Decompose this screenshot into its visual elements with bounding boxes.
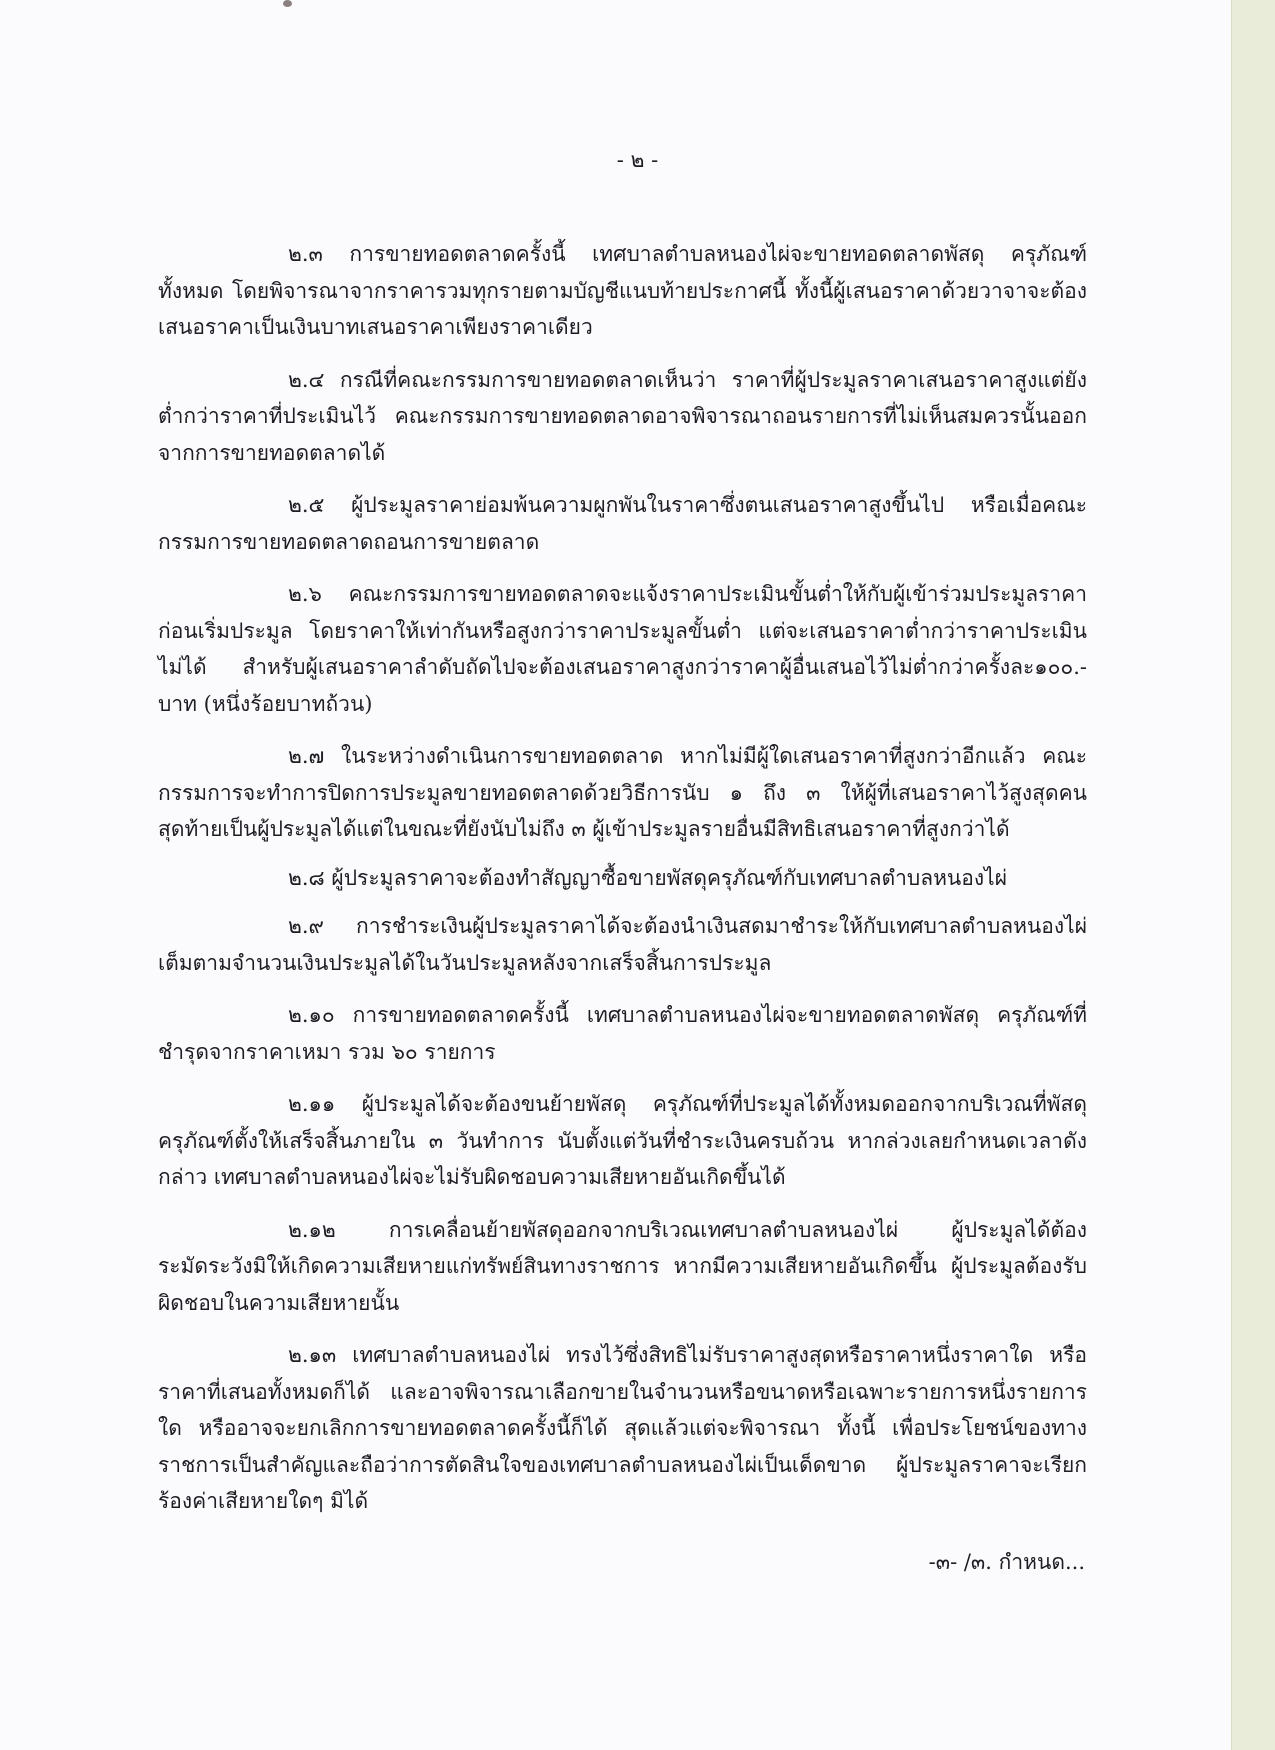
clause-text: ผู้ประมูลได้จะต้องขนย้ายพัสดุ ครุภัณฑ์ที่ประมูลได้ทั้งหมดออกจากบริเวณที่พัสดุครุภัณฑ์ตั้งให้เสร็จสิ้นภายใน ๓ วันทำการ นับตั้งแต่วันที่ชำระเงินครบถ้วน หากล่วงเลยกำหนดเวลาดังกล่าว เทศบาลตำบลหนองไผ่จะไม่รับผิดชอบความเสียหายอันเกิดขึ้นได้ bbox=[158, 1092, 1087, 1189]
scanner-edge-strip bbox=[1231, 0, 1275, 1750]
scan-speck bbox=[283, 0, 292, 7]
clause-2-10 bbox=[158, 997, 1087, 1070]
clause-number: ๒.๓ bbox=[288, 242, 323, 266]
clause-2-6 bbox=[158, 576, 1087, 722]
clause-2-12 bbox=[158, 1212, 1087, 1322]
clause-list bbox=[158, 236, 1087, 1520]
clause-text: การขายทอดตลาดครั้งนี้ เทศบาลตำบลหนองไผ่จะขายทอดตลาดพัสดุ ครุภัณฑ์ทั้งหมด โดยพิจารณาจากราคารวมทุกรายตามบัญชีแนบท้ายประกาศนี้ ทั้งนี้ผู้เสนอราคาด้วยวาจาจะต้องเสนอราคาเป็นเงินบาทเสนอราคาเพียงราคาเดียว bbox=[158, 242, 1087, 339]
clause-text: คณะกรรมการขายทอดตลาดจะแจ้งราคาประเมินขั้นต่ำให้กับผู้เข้าร่วมประมูลราคาก่อนเริ่มประมูล โดยราคาให้เท่ากันหรือสูงกว่าราคาประมูลขั้นต่ำ แต่จะเสนอราคาต่ำกว่าราคาประเมินไม่ได้ สำหรับผู้เสนอราคาลำดับถัดไปจะต้องเสนอราคาสูงกว่าราคาผู้อื่นเสนอไว้ไม่ต่ำกว่าครั้งละ๑๐๐.- บาท (หนึ่งร้อยบาทถ้วน) bbox=[158, 582, 1087, 716]
clause-number: ๒.๑๓ bbox=[288, 1343, 337, 1367]
clause-2-3 bbox=[158, 236, 1087, 346]
clause-number: ๒.๗ bbox=[288, 744, 325, 768]
clause-2-11 bbox=[158, 1086, 1087, 1196]
clause-number: ๒.๘ bbox=[288, 865, 325, 890]
page-number: - ๒ - bbox=[616, 148, 659, 172]
clause-text: การขายทอดตลาดครั้งนี้ เทศบาลตำบลหนองไผ่จะขายทอดตลาดพัสดุ ครุภัณฑ์ที่ชำรุดจากราคาเหมา รวม ๖๐ รายการ bbox=[158, 1003, 1087, 1064]
clause-number: ๒.๖ bbox=[288, 582, 322, 606]
clause-2-5 bbox=[158, 487, 1087, 560]
clause-2-4 bbox=[158, 362, 1087, 472]
clause-number: ๒.๔ bbox=[288, 367, 325, 392]
clause-number: ๒.๑๑ bbox=[288, 1092, 336, 1116]
clause-text: ในระหว่างดำเนินการขายทอดตลาด หากไม่มีผู้ใดเสนอราคาที่สูงกว่าอีกแล้ว คณะกรรมการจะทำการปิดการประมูลขายทอดตลาดด้วยวิธีการนับ ๑ ถึง ๓ ให้ผู้ที่เสนอราคาไว้สูงสุดคนสุดท้ายเป็นผู้ประมูลได้แต่ในขณะที่ยังนับไม่ถึง ๓ ผู้เข้าประมูลรายอื่นมีสิทธิเสนอราคาที่สูงกว่าได้ bbox=[158, 744, 1087, 841]
continuation-footer: -๓- /๓. กำหนด... bbox=[928, 1550, 1085, 1574]
clause-text: การชำระเงินผู้ประมูลราคาได้จะต้องนำเงินสดมาชำระให้กับเทศบาลตำบลหนองไผ่เต็มตามจำนวนเงินประมูลได้ในวันประมูลหลังจากเสร็จสิ้นการประมูล bbox=[158, 914, 1087, 975]
clause-number: ๒.๑๒ bbox=[288, 1217, 336, 1242]
clause-2-7 bbox=[158, 738, 1087, 848]
clause-number: ๒.๕ bbox=[288, 493, 325, 517]
clause-2-8 bbox=[158, 860, 1087, 897]
clause-text: กรณีที่คณะกรรมการขายทอดตลาดเห็นว่า ราคาที่ผู้ประมูลราคาเสนอราคาสูงแต่ยังต่ำกว่าราคาที่ประเมินไว้ คณะกรรมการขายทอดตลาดอาจพิจารณาถอนรายการที่ไม่เห็นสมควรนั้นออกจากการขายทอดตลาดได้ bbox=[158, 367, 1087, 465]
clause-2-9 bbox=[158, 908, 1087, 981]
clause-number: ๒.๙ bbox=[288, 914, 324, 938]
clause-text: ผู้ประมูลราคาจะต้องทำสัญญาซื้อขายพัสดุครุภัณฑ์กับเทศบาลตำบลหนองไผ่ bbox=[331, 865, 1008, 890]
clause-2-13 bbox=[158, 1337, 1087, 1520]
clause-text: ผู้ประมูลราคาย่อมพ้นความผูกพันในราคาซึ่งตนเสนอราคาสูงขึ้นไป หรือเมื่อคณะกรรมการขายทอดตลาดถอนการขายตลาด bbox=[158, 493, 1087, 554]
clause-number: ๒.๑๐ bbox=[288, 1003, 335, 1027]
clause-text: เทศบาลตำบลหนองไผ่ ทรงไว้ซึ่งสิทธิไม่รับราคาสูงสุดหรือราคาหนึ่งราคาใด หรือราคาที่เสนอทั้งหมดก็ได้ และอาจพิจารณาเลือกขายในจำนวนหรือขนาดหรือเฉพาะรายการหนึ่งรายการใด หรืออาจจะยกเลิกการขายทอดตลาดครั้งนี้ก็ได้ สุดแล้วแต่จะพิจารณา ทั้งนี้ เพื่อประโยชน์ของทางราชการเป็นสำคัญและถือว่าการตัดสินใจของเทศบาลตำบลหนองไผ่เป็นเด็ดขาด ผู้ประมูลราคาจะเรียกร้องค่าเสียหายใดๆ มิได้ bbox=[158, 1343, 1087, 1513]
clause-text: การเคลื่อนย้ายพัสดุออกจากบริเวณเทศบาลตำบลหนองไผ่ ผู้ประมูลได้ต้องระมัดระวังมิให้เกิดความเสียหายแก่ทรัพย์สินทางราชการ หากมีความเสียหายอันเกิดขึ้น ผู้ประมูลต้องรับผิดชอบในความเสียหายนั้น bbox=[158, 1217, 1087, 1315]
